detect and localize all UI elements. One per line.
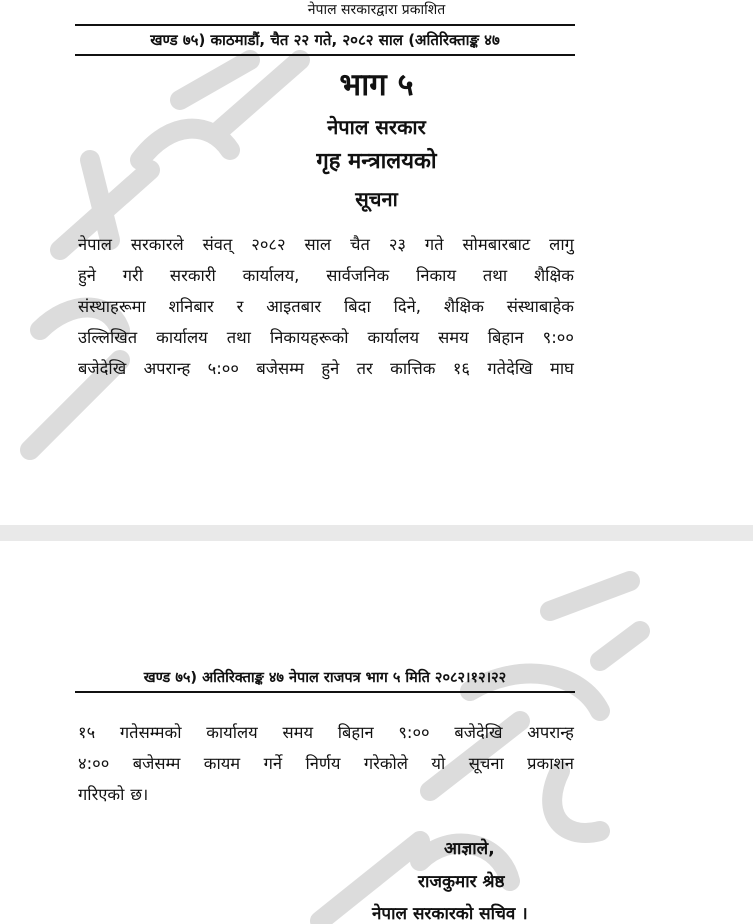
body-word: शैक्षिक xyxy=(533,266,574,285)
body-word: चैत xyxy=(350,235,370,254)
body-word: बजेदेखि xyxy=(454,723,503,742)
body-word: २०८२ xyxy=(251,235,286,254)
body-word: गर्ने xyxy=(263,754,283,773)
body-word: कार्यालय xyxy=(206,723,258,742)
body-word: कात्तिक xyxy=(390,359,436,378)
body-word: गरी xyxy=(122,266,144,285)
body-word: सार्वजनिक xyxy=(326,266,390,285)
government-name: नेपाल सरकार xyxy=(327,115,426,139)
publisher-line: नेपाल सरकारद्वारा प्रकाशित xyxy=(307,2,446,18)
gazette-page-2 xyxy=(0,541,753,924)
body-line xyxy=(78,779,574,810)
body-word: हुने xyxy=(321,359,340,378)
body-word: समय xyxy=(282,723,314,742)
body-word: ९:०० xyxy=(398,723,430,742)
body-word: सरकारी xyxy=(169,266,216,285)
body-word: बजेसम्म xyxy=(256,359,304,378)
body-word: कायम xyxy=(203,754,241,773)
body-word: ९:०० xyxy=(542,328,574,347)
body-word: गतेसम्मको xyxy=(119,723,182,742)
signatory-name: राजकुमार श्रेष्ठ xyxy=(418,872,505,892)
body-word: गरिएको xyxy=(78,785,125,804)
notice-body xyxy=(78,229,574,384)
body-word: गते xyxy=(424,235,444,254)
body-word: १५ xyxy=(78,723,96,742)
body-word: साल xyxy=(304,235,332,254)
body-word: निर्णय xyxy=(305,754,341,773)
body-word: सूचना xyxy=(468,754,504,773)
body-word: गरेकोले xyxy=(363,754,408,773)
body-word: सरकारले xyxy=(130,235,184,254)
body-word: १६ xyxy=(452,359,471,378)
body-line xyxy=(78,748,574,779)
body-word: नेपाल xyxy=(78,235,112,254)
body-word: तथा xyxy=(482,266,508,285)
body-word: बिदा xyxy=(343,297,371,316)
body-word: प्रकाशन xyxy=(527,754,574,773)
body-word: माघ xyxy=(550,359,574,378)
body-word: समय xyxy=(438,328,469,347)
body-word: अपरान्ह xyxy=(143,359,191,378)
body-word: गतेदेखि xyxy=(487,359,533,378)
body-line xyxy=(78,229,574,260)
body-line xyxy=(78,353,574,384)
gazette-header: खण्ड ७५) काठमाडौं, चैत २२ गते, २०८२ साल (अतिरिक्ताङ्क ४७ xyxy=(75,24,575,56)
body-line xyxy=(78,291,574,322)
body-line xyxy=(78,717,574,748)
body-word: कार्यालय, xyxy=(242,266,300,285)
body-word: सोमबारबाट xyxy=(462,235,531,254)
body-word: बजेसम्म xyxy=(132,754,181,773)
body-word: २३ xyxy=(388,235,406,254)
body-word: हुने xyxy=(78,266,96,285)
body-word: ४:०० xyxy=(78,754,110,773)
body-word: कार्यालय xyxy=(367,328,420,347)
body-word: ५:०० xyxy=(207,359,239,378)
page-separator xyxy=(0,525,753,541)
body-word: आइतबार xyxy=(266,297,322,316)
body-word: बिहान xyxy=(337,723,374,742)
body-word: बिहान xyxy=(487,328,524,347)
ministry-name: गृह मन्त्रालयको xyxy=(316,149,437,174)
body-word: निकायहरूको xyxy=(270,328,349,347)
body-line xyxy=(78,322,574,353)
notice-title: सूचना xyxy=(355,187,398,211)
gazette-header-2: खण्ड ७५) अतिरिक्ताङ्क ४७ नेपाल राजपत्र भाग ५ मिति २०८२।१२।२२ xyxy=(75,665,575,693)
body-word: बजेदेखि xyxy=(78,359,127,378)
body-word: लागु xyxy=(549,235,574,254)
body-word: र xyxy=(236,297,244,316)
body-word: अपरान्ह xyxy=(527,723,574,742)
body-word: संस्थाहरूमा xyxy=(78,297,146,316)
body-word: तथा xyxy=(226,328,251,347)
signatory-designation: नेपाल सरकारको सचिव । xyxy=(372,904,528,924)
body-word: शनिबार xyxy=(168,297,214,316)
part-title: भाग ५ xyxy=(339,67,414,103)
notice-body-continued xyxy=(78,717,574,810)
body-line xyxy=(78,260,574,291)
body-word: संस्थाबाहेक xyxy=(506,297,574,316)
body-word: दिने, xyxy=(393,297,422,316)
body-word: निकाय xyxy=(416,266,457,285)
by-order: आज्ञाले, xyxy=(444,839,495,859)
body-word: उल्लिखित xyxy=(78,328,138,347)
body-word: कार्यालय xyxy=(156,328,208,347)
body-word: यो xyxy=(431,754,446,773)
body-word: छ। xyxy=(130,785,149,804)
body-word: संवत् xyxy=(202,235,233,254)
body-word: तर xyxy=(356,359,373,378)
body-word: शैक्षिक xyxy=(443,297,484,316)
